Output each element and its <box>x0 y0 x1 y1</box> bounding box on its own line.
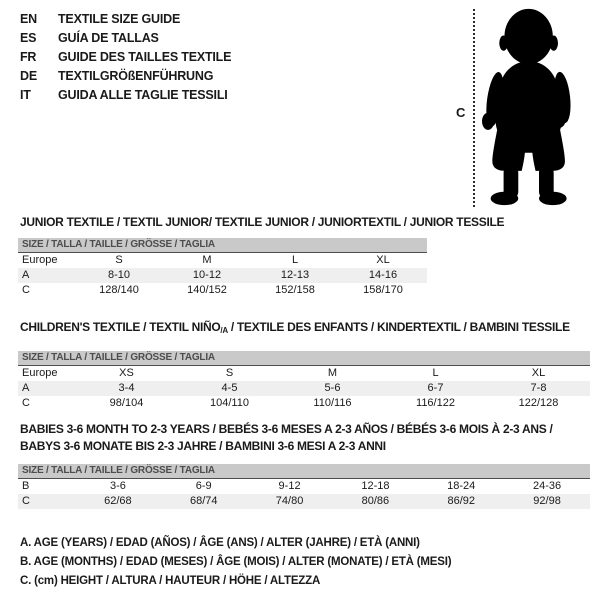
language-code: DE <box>20 69 37 83</box>
language-row <box>20 48 231 67</box>
row-label: Europe <box>22 367 58 379</box>
children-size-table <box>18 351 590 411</box>
height-cell: 122/128 <box>518 397 559 409</box>
row-label: Europe <box>22 254 58 266</box>
size-cell: L <box>291 254 299 266</box>
junior-section-title: JUNIOR TEXTILE / TEXTIL JUNIOR/ TEXTILE JUNIOR / JUNIORTEXTIL / JUNIOR TESSILE <box>20 215 505 229</box>
language-row <box>20 29 231 48</box>
language-code: IT <box>20 88 31 102</box>
footnote-b: B. AGE (MONTHS) / EDAD (MESES) / ÂGE (MOIS) / ALTER (MONATE) / ETÀ (MESI) <box>20 556 452 568</box>
size-cell: XS <box>119 367 134 379</box>
height-cell: 152/158 <box>275 284 315 296</box>
table-row <box>18 268 427 283</box>
height-cell: 158/170 <box>363 284 403 296</box>
height-cell: 98/104 <box>109 397 144 409</box>
table-row <box>18 396 590 411</box>
size-cell: L <box>432 367 439 379</box>
row-label: A <box>22 269 30 281</box>
children-section-title <box>20 320 570 335</box>
language-row <box>20 67 231 86</box>
table-row <box>18 381 590 396</box>
legend-footnotes <box>20 534 451 591</box>
size-cell: XL <box>531 367 546 379</box>
table-row <box>18 366 590 381</box>
babies-section-title <box>20 421 580 455</box>
size-cell: S <box>115 254 123 266</box>
height-cell: 68/74 <box>189 495 218 507</box>
row-label: A <box>22 382 30 394</box>
height-cell: 110/116 <box>313 397 352 409</box>
language-code: FR <box>20 50 37 64</box>
table-row <box>18 494 590 509</box>
footnote-a: A. AGE (YEARS) / EDAD (AÑOS) / ÂGE (ANS) / ALTER (JAHRE) / ETÀ (ANNI) <box>20 537 420 549</box>
footnote-c: C. (cm) HEIGHT / ALTURA / HAUTEUR / HÖHE / ALTEZZA <box>20 575 321 587</box>
height-cell: 80/86 <box>361 495 390 507</box>
age-cell: 7-8 <box>530 382 547 394</box>
height-cell: 92/98 <box>533 495 561 507</box>
age-cell: 12-13 <box>280 269 310 281</box>
guide-title: GUIDA ALLE TAGLIE TESSILI <box>58 88 228 102</box>
guide-title: TEXTILGRÖßENFÜHRUNG <box>58 69 214 83</box>
children-title-subscript: /A <box>220 326 228 335</box>
age-cell: 3-4 <box>118 382 135 394</box>
age-cell: 5-6 <box>324 382 341 394</box>
size-cell: M <box>202 254 212 266</box>
babies-title-line2: BABYS 3-6 MONATE BIS 2-3 JAHRE / BAMBINI 3-6 MESI A 2-3 ANNI <box>20 439 386 453</box>
guide-title: GUÍA DE TALLAS <box>58 31 159 45</box>
age-cell: 12-18 <box>361 480 390 492</box>
row-label: C <box>22 284 30 296</box>
babies-title-line1: BABIES 3-6 MONTH TO 2-3 YEARS / BEBÉS 3-6 MESES A 2-3 AÑOS / BÉBÉS 3-6 MOIS À 2-3 ANS / <box>20 422 553 436</box>
size-cell: S <box>225 367 234 379</box>
height-cell: 104/110 <box>210 397 249 409</box>
height-measure-dotted-line <box>473 9 475 207</box>
language-code: ES <box>20 31 37 45</box>
height-cell: 62/68 <box>104 495 132 507</box>
table-row <box>18 253 427 268</box>
language-row <box>20 86 231 105</box>
age-cell: 6-7 <box>427 382 444 394</box>
row-label: B <box>22 480 30 492</box>
age-cell: 24-36 <box>532 480 562 492</box>
age-cell: 9-12 <box>278 480 301 492</box>
age-cell: 10-12 <box>192 269 222 281</box>
size-header: SIZE / TALLA / TAILLE / GRÖSSE / TAGLIA <box>18 238 427 253</box>
table-row <box>18 479 590 494</box>
language-title-list <box>20 10 231 105</box>
row-label: C <box>22 495 30 507</box>
size-header: SIZE / TALLA / TAILLE / GRÖSSE / TAGLIA <box>18 351 590 366</box>
age-cell: 8-10 <box>107 269 131 281</box>
age-cell: 4-5 <box>221 382 238 394</box>
height-measure-label: C <box>456 105 466 120</box>
height-cell: 86/92 <box>447 495 475 507</box>
baby-silhouette-icon <box>482 6 577 208</box>
age-cell: 6-9 <box>195 480 212 492</box>
height-cell: 74/80 <box>275 495 304 507</box>
language-code: EN <box>20 12 37 26</box>
language-row <box>20 10 231 29</box>
height-cell: 140/152 <box>187 284 227 296</box>
children-title-text: CHILDREN'S TEXTILE / TEXTIL NIÑO <box>20 320 221 334</box>
age-cell: 3-6 <box>109 480 126 492</box>
babies-size-table <box>18 464 590 509</box>
row-label: C <box>22 397 30 409</box>
size-cell: XL <box>376 254 390 266</box>
children-title-text: / TEXTILE DES ENFANTS / KINDERTEXTIL / BAMBINI TESSILE <box>227 320 570 334</box>
table-row <box>18 283 427 298</box>
size-cell: M <box>327 367 338 379</box>
age-cell: 18-24 <box>447 480 476 492</box>
age-cell: 14-16 <box>368 269 398 281</box>
guide-title: TEXTILE SIZE GUIDE <box>58 12 181 26</box>
size-header: SIZE / TALLA / TAILLE / GRÖSSE / TAGLIA <box>18 464 590 479</box>
height-cell: 128/140 <box>99 284 139 296</box>
height-cell: 116/122 <box>416 397 455 409</box>
junior-size-table <box>18 238 427 298</box>
guide-title: GUIDE DES TAILLES TEXTILE <box>58 50 232 64</box>
